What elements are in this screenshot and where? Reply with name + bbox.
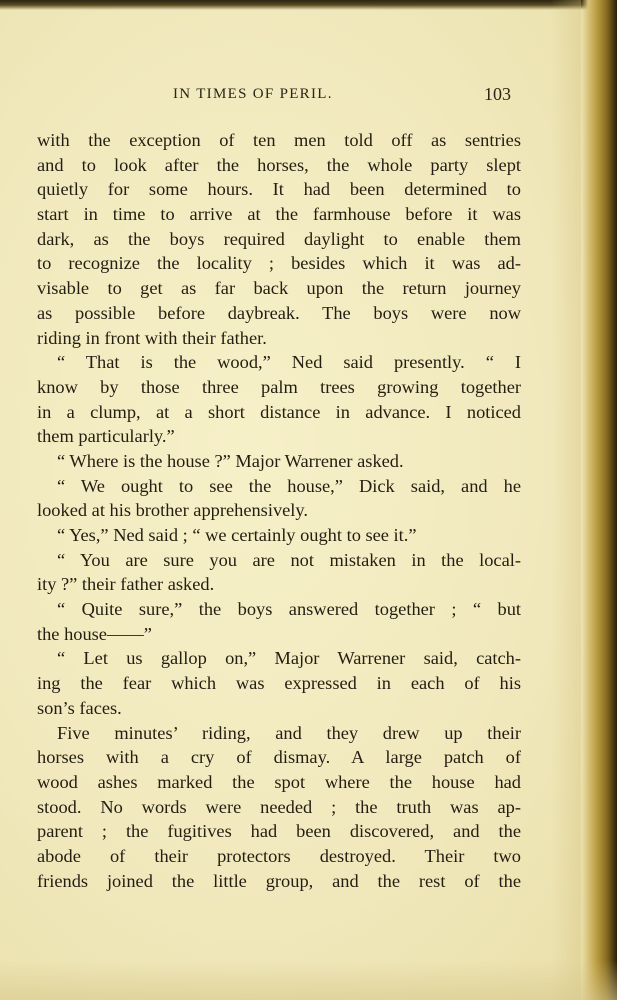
text-line: abode of their protectors destroyed. Their two bbox=[37, 845, 521, 866]
text-line: quietly for some hours. It had been determined to bbox=[37, 179, 521, 200]
page-bottom-shade bbox=[0, 960, 617, 1000]
text-line: “ Quite sure,” the boys answered together ; “ but bbox=[57, 599, 521, 620]
running-head: IN TIMES OF PERIL. bbox=[173, 86, 333, 102]
page-top-edge bbox=[0, 0, 617, 10]
gutter-shadow bbox=[551, 0, 581, 1000]
text-line: stood. No words were needed ; the truth was ap- bbox=[37, 796, 521, 817]
text-line: “ Let us gallop on,” Major Warrener said, catch- bbox=[57, 648, 521, 669]
text-line: start in time to arrive at the farmhouse before it was bbox=[37, 204, 521, 225]
page-header bbox=[0, 84, 617, 110]
text-line: riding in front with their father. bbox=[37, 327, 267, 348]
text-line: Five minutes’ riding, and they drew up their bbox=[57, 722, 521, 743]
text-line: in a clump, at a short distance in advance. I noticed bbox=[37, 401, 521, 422]
text-line: horses with a cry of dismay. A large patch of bbox=[37, 747, 521, 768]
text-line: ity ?” their father asked. bbox=[37, 574, 215, 595]
text-line: and to look after the horses, the whole party slept bbox=[37, 154, 521, 175]
text-line: “ Yes,” Ned said ; “ we certainly ought to see it.” bbox=[57, 525, 417, 545]
book-spine bbox=[581, 0, 617, 1000]
text-line: dark, as the boys required daylight to enable them bbox=[37, 228, 521, 249]
text-line: “ We ought to see the house,” Dick said, and he bbox=[57, 475, 521, 496]
text-line: parent ; the fugitives had been discovered, and the bbox=[37, 821, 521, 842]
text-line: the house——” bbox=[37, 623, 152, 644]
page-number: 103 bbox=[484, 84, 511, 104]
text-line: son’s faces. bbox=[37, 697, 122, 718]
text-line: them particularly.” bbox=[37, 426, 175, 447]
text-line: know by those three palm trees growing together bbox=[37, 376, 521, 397]
text-line: “ That is the wood,” Ned said presently. “ I bbox=[57, 352, 521, 373]
text-line: “ You are sure you are not mistaken in the local- bbox=[57, 549, 521, 570]
text-line: with the exception of ten men told off as sentries bbox=[37, 130, 521, 150]
text-line: looked at his brother apprehensively. bbox=[37, 500, 309, 521]
text-line: friends joined the little group, and the rest of the bbox=[37, 870, 521, 891]
text-line: as possible before daybreak. The boys were now bbox=[37, 302, 521, 323]
text-line: ing the fear which was expressed in each of his bbox=[37, 673, 521, 694]
text-line: to recognize the locality ; besides which it was ad- bbox=[37, 253, 521, 274]
body-text bbox=[37, 128, 521, 893]
text-line: visable to get as far back upon the return journey bbox=[37, 278, 521, 299]
text-line: wood ashes marked the spot where the house had bbox=[37, 771, 521, 792]
text-line: “ Where is the house ?” Major Warrener asked. bbox=[57, 450, 404, 471]
